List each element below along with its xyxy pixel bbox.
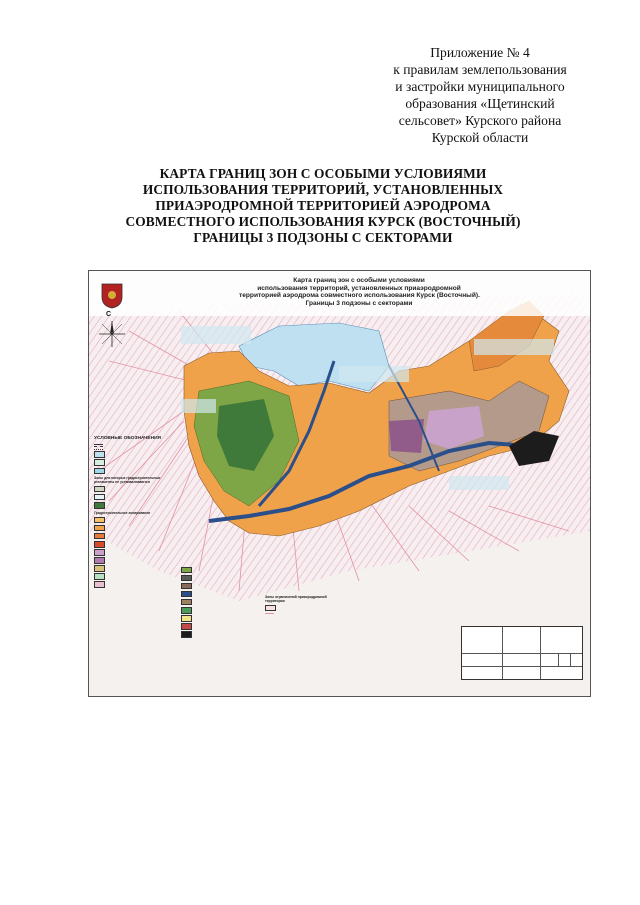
appendix-line: образования «Щетинский: [405, 96, 555, 111]
appendix-line: Приложение № 4: [430, 45, 530, 60]
legend-row: [94, 573, 176, 580]
legend-line-swatch: [94, 449, 103, 450]
compass-letter: С: [106, 311, 112, 318]
legend-swatch: [181, 623, 192, 630]
stamp-rule: [462, 666, 582, 667]
document-title: [70, 166, 576, 246]
legend-column-3: [265, 595, 345, 615]
legend-row: [94, 581, 176, 588]
territory-purple: [389, 419, 424, 453]
legend-swatch: [94, 502, 105, 509]
legend-row: [94, 494, 176, 501]
stamp-rule: [540, 627, 541, 679]
legend-zones-heading: Зоны для которых градостроительные регламенты не устанавливаются: [94, 476, 161, 484]
title-line: КАРТА ГРАНИЦ ЗОН С ОСОБЫМИ УСЛОВИЯМИ: [159, 166, 487, 181]
legend-row: [94, 451, 176, 458]
legend-row: [181, 607, 263, 614]
legend-row: [181, 631, 263, 638]
legend-swatch: [94, 533, 105, 540]
legend: [94, 436, 176, 676]
stamp-rule: [558, 653, 559, 666]
appendix-line: сельсовет» Курского района: [398, 113, 562, 128]
title-line: ГРАНИЦЫ 3 ПОДЗОНЫ С СЕКТОРАМИ: [193, 230, 453, 245]
legend-row: [94, 541, 176, 548]
legend-row: [94, 525, 176, 532]
village-label-band: [181, 399, 216, 413]
appendix-line: к правилам землепользования: [393, 62, 567, 77]
legend-row: [94, 459, 176, 466]
legend-swatch: [181, 599, 192, 606]
legend-swatch: [94, 581, 105, 588]
legend-restrictions-heading: Зоны ограничений приаэродромной территории: [265, 595, 327, 603]
stamp-rule: [502, 627, 503, 679]
legend-swatch: [94, 494, 105, 501]
legend-row: [94, 446, 176, 447]
legend-row: [94, 444, 176, 445]
legend-row: [265, 605, 345, 612]
legend-swatch: [94, 459, 105, 466]
title-block-stamp: [461, 626, 583, 680]
legend-line-swatch: [94, 444, 103, 445]
legend-swatch: [181, 583, 192, 590]
appendix-note: [360, 44, 600, 146]
legend-row: [181, 583, 263, 590]
title-line: ПРИАЭРОДРОМНОЙ ТЕРРИТОРИЕЙ АЭРОДРОМА: [155, 198, 491, 213]
compass-rose-icon: [97, 313, 127, 349]
title-line: ИСПОЛЬЗОВАНИЯ ТЕРРИТОРИЙ, УСТАНОВЛЕННЫХ: [142, 182, 504, 197]
legend-zoning-heading: Градостроительное зонирование: [94, 510, 151, 515]
legend-swatch: [265, 605, 276, 612]
village-label-band: [181, 326, 251, 344]
legend-row: [94, 486, 176, 493]
legend-swatch: [94, 565, 105, 572]
legend-row: [181, 567, 263, 574]
legend-swatch: [94, 525, 105, 532]
map-title-line: использования территорий, установленных приаэродромной: [257, 284, 461, 292]
legend-line-swatch: [94, 446, 103, 447]
legend-swatch: [94, 557, 105, 564]
legend-row: [94, 549, 176, 556]
legend-swatch: [94, 517, 105, 524]
legend-row: [181, 599, 263, 606]
legend-swatch: [181, 607, 192, 614]
village-label-band: [449, 476, 509, 490]
legend-swatch: [94, 549, 105, 556]
coat-of-arms-icon: [101, 283, 123, 309]
stamp-rule: [570, 653, 571, 666]
legend-row: [265, 613, 345, 614]
legend-title: УСЛОВНЫЕ ОБОЗНАЧЕНИЯ: [94, 436, 161, 441]
appendix-line: Курской области: [431, 130, 529, 145]
legend-row: [181, 623, 263, 630]
map-frame: [88, 270, 591, 697]
legend-row: [94, 468, 176, 475]
legend-row: [94, 565, 176, 572]
title-line: СОВМЕСТНОГО ИСПОЛЬЗОВАНИЯ КУРСК (ВОСТОЧНЫЙ): [125, 214, 521, 229]
legend-row: [94, 517, 176, 524]
legend-swatch: [94, 486, 105, 493]
legend-swatch: [181, 575, 192, 582]
legend-row: [94, 533, 176, 540]
legend-swatch: [181, 567, 192, 574]
map-title-line: территорией аэродрома совместного использования Курск (Восточный).: [239, 292, 480, 300]
legend-row: [181, 575, 263, 582]
village-label-band: [474, 339, 554, 355]
map-title-line: Карта границ зон с особыми условиями: [293, 277, 425, 284]
legend-line-swatch: [265, 613, 274, 614]
legend-swatch: [94, 468, 105, 475]
stamp-rule: [462, 653, 582, 654]
legend-swatch: [181, 615, 192, 622]
legend-row: [181, 615, 263, 622]
map-title: [239, 277, 479, 307]
legend-swatch: [181, 591, 192, 598]
legend-row: [181, 591, 263, 598]
legend-row: [94, 557, 176, 564]
village-label-band: [339, 366, 409, 382]
legend-swatch: [94, 573, 105, 580]
legend-swatch: [94, 541, 105, 548]
legend-row: [94, 502, 176, 509]
legend-swatch: [94, 451, 105, 458]
legend-column-2: [181, 565, 263, 639]
appendix-line: и застройки муниципального: [395, 79, 565, 94]
legend-swatch: [181, 631, 192, 638]
legend-row: [94, 449, 176, 450]
map-title-line: Границы 3 подзоны с секторами: [305, 299, 413, 307]
